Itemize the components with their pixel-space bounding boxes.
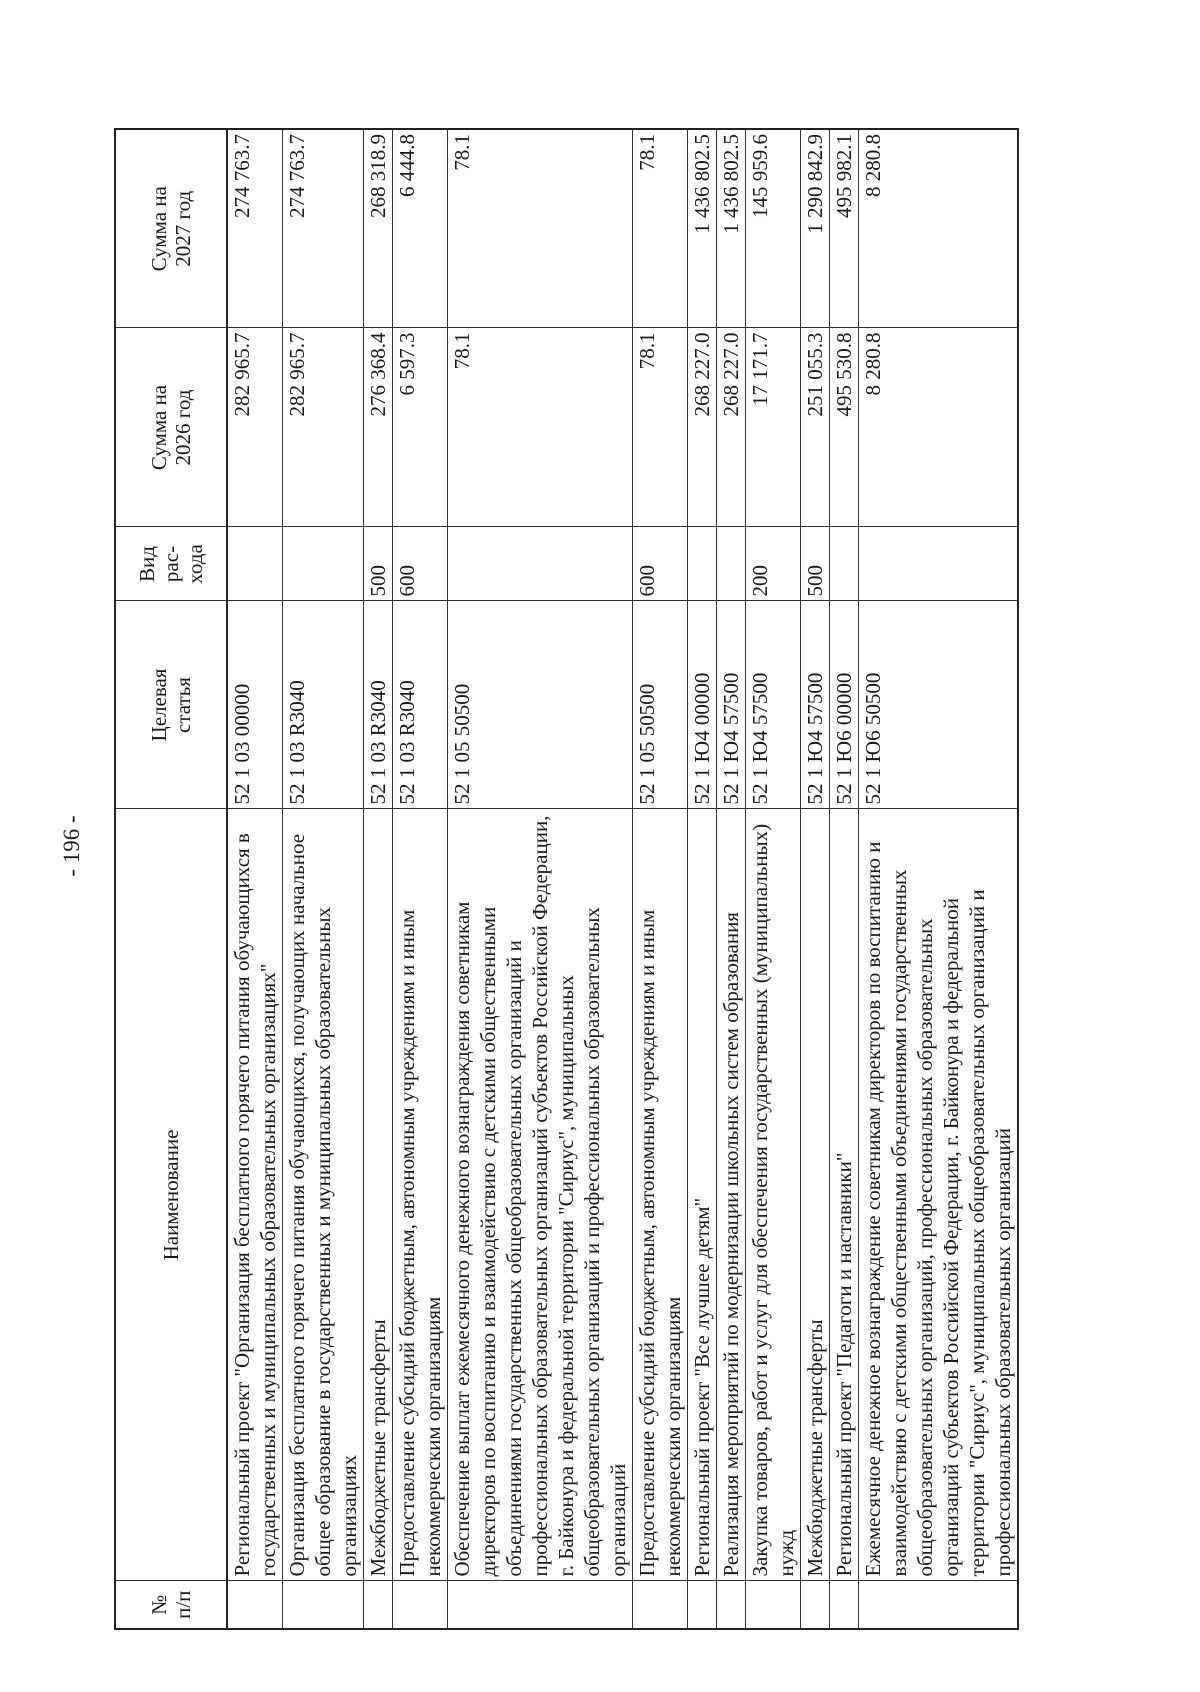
row-sum-2026: 78.1	[448, 328, 633, 527]
row-number	[859, 1581, 1019, 1629]
row-target-article: 52 1 Ю4 57500	[717, 601, 746, 809]
header-name: Наименование	[115, 809, 227, 1581]
row-target-article: 52 1 Ю6 00000	[830, 601, 859, 809]
row-sum-2027: 8 280.8	[859, 129, 1019, 328]
table-row	[746, 129, 801, 1629]
row-target-article: 52 1 Ю6 50500	[859, 601, 1019, 809]
row-name: Межбюджетные трансферты	[801, 809, 830, 1581]
row-sum-2026: 282 965.7	[227, 328, 283, 527]
row-target-article: 52 1 Ю4 57500	[801, 601, 830, 809]
row-sum-2027: 78.1	[633, 129, 688, 328]
row-name: Региональный проект "Организация бесплатного горячего питания обучающихся в государственных и муниципальных образовательных организациях"	[227, 809, 283, 1581]
row-name: Региональный проект "Все лучшее детям"	[688, 809, 717, 1581]
row-number	[801, 1581, 830, 1629]
row-sum-2027: 6 444.8	[393, 129, 448, 328]
row-sum-2027: 1 436 802.5	[688, 129, 717, 328]
row-name: Предоставление субсидий бюджетным, автономным учреждениям и иным некоммерческим организациям	[393, 809, 448, 1581]
row-name: Организация бесплатного горячего питания обучающихся, получающих начальное общее образование в государственных и муниципальных образовательных организациях	[283, 809, 364, 1581]
row-number	[227, 1581, 283, 1629]
row-sum-2026: 495 530.8	[830, 328, 859, 527]
row-sum-2026: 268 227.0	[688, 328, 717, 527]
header-sum-2026: Сумма на 2026 год	[115, 328, 227, 527]
table-row	[364, 129, 393, 1629]
row-number	[633, 1581, 688, 1629]
row-expense-type	[448, 527, 633, 601]
row-sum-2027: 78.1	[448, 129, 633, 328]
row-target-article: 52 1 03 00000	[227, 601, 283, 809]
row-name: Ежемесячное денежное вознаграждение советникам директоров по воспитанию и взаимодействию с детскими общественными объединениями государственных общеобразовательных организаций, профессиональных образовательных организаций субъектов Российской Федерации, г. Байконура и федеральной территории "Сириус", муниципальных общеобразовательных организаций и профессиональных образовательных организаций	[859, 809, 1019, 1581]
row-sum-2027: 274 763.7	[227, 129, 283, 328]
table-row	[717, 129, 746, 1629]
row-number	[364, 1581, 393, 1629]
header-number: № п/п	[115, 1581, 227, 1629]
row-sum-2027: 1 290 842.9	[801, 129, 830, 328]
row-target-article: 52 1 03 R3040	[393, 601, 448, 809]
row-expense-type: 200	[746, 527, 801, 601]
row-expense-type: 600	[393, 527, 448, 601]
row-number	[717, 1581, 746, 1629]
row-sum-2026: 6 597.3	[393, 328, 448, 527]
row-target-article: 52 1 Ю4 57500	[746, 601, 801, 809]
row-target-article: 52 1 03 R3040	[283, 601, 364, 809]
row-sum-2026: 268 227.0	[717, 328, 746, 527]
row-expense-type	[830, 527, 859, 601]
row-name: Региональный проект "Педагоги и наставники"	[830, 809, 859, 1581]
row-number	[448, 1581, 633, 1629]
table-header-row	[115, 129, 227, 1629]
table-row	[227, 129, 283, 1629]
row-sum-2026: 8 280.8	[859, 328, 1019, 527]
row-sum-2027: 495 982.1	[830, 129, 859, 328]
row-target-article: 52 1 03 R3040	[364, 601, 393, 809]
row-expense-type	[859, 527, 1019, 601]
row-target-article: 52 1 05 50500	[633, 601, 688, 809]
header-target-article: Целевая статья	[115, 601, 227, 809]
row-sum-2026: 276 368.4	[364, 328, 393, 527]
row-expense-type	[688, 527, 717, 601]
row-expense-type: 500	[364, 527, 393, 601]
row-number	[393, 1581, 448, 1629]
table-row	[448, 129, 633, 1629]
row-number	[746, 1581, 801, 1629]
table-row	[283, 129, 364, 1629]
row-expense-type	[717, 527, 746, 601]
table-row	[859, 129, 1019, 1629]
row-sum-2027: 274 763.7	[283, 129, 364, 328]
row-number	[283, 1581, 364, 1629]
row-name: Предоставление субсидий бюджетным, автономным учреждениям и иным некоммерческим организациям	[633, 809, 688, 1581]
row-sum-2027: 145 959.6	[746, 129, 801, 328]
budget-table	[114, 128, 1019, 1630]
page-number: - 196 -	[59, 815, 84, 877]
row-target-article: 52 1 05 50500	[448, 601, 633, 809]
row-sum-2026: 282 965.7	[283, 328, 364, 527]
row-expense-type	[227, 527, 283, 601]
row-expense-type	[283, 527, 364, 601]
row-name: Межбюджетные трансферты	[364, 809, 393, 1581]
row-sum-2027: 1 436 802.5	[717, 129, 746, 328]
row-name: Обеспечение выплат ежемесячного денежного вознаграждения советникам директоров по воспитанию и взаимодействию с детскими общественными объединениями государственных общеобразовательных организаций и профессиональных образовательных организаций субъектов Российской Федерации, г. Байконура и федеральной территории "Сириус", муниципальных общеобразовательных организаций и профессиональных образовательных организаций	[448, 809, 633, 1581]
row-sum-2026: 78.1	[633, 328, 688, 527]
table-row	[688, 129, 717, 1629]
row-name: Закупка товаров, работ и услуг для обеспечения государственных (муниципальных) нужд	[746, 809, 801, 1581]
row-sum-2026: 251 055.3	[801, 328, 830, 527]
table-row	[633, 129, 688, 1629]
row-sum-2027: 268 318.9	[364, 129, 393, 328]
table-row	[393, 129, 448, 1629]
row-target-article: 52 1 Ю4 00000	[688, 601, 717, 809]
row-number	[830, 1581, 859, 1629]
table-row	[830, 129, 859, 1629]
header-expense-type: Вид рас- хода	[115, 527, 227, 601]
header-sum-2027: Сумма на 2027 год	[115, 129, 227, 328]
table-row	[801, 129, 830, 1629]
row-number	[688, 1581, 717, 1629]
rotated-table-wrapper	[114, 130, 1064, 1630]
row-expense-type: 500	[801, 527, 830, 601]
row-name: Реализация мероприятий по модернизации школьных систем образования	[717, 809, 746, 1581]
row-sum-2026: 17 171.7	[746, 328, 801, 527]
row-expense-type: 600	[633, 527, 688, 601]
